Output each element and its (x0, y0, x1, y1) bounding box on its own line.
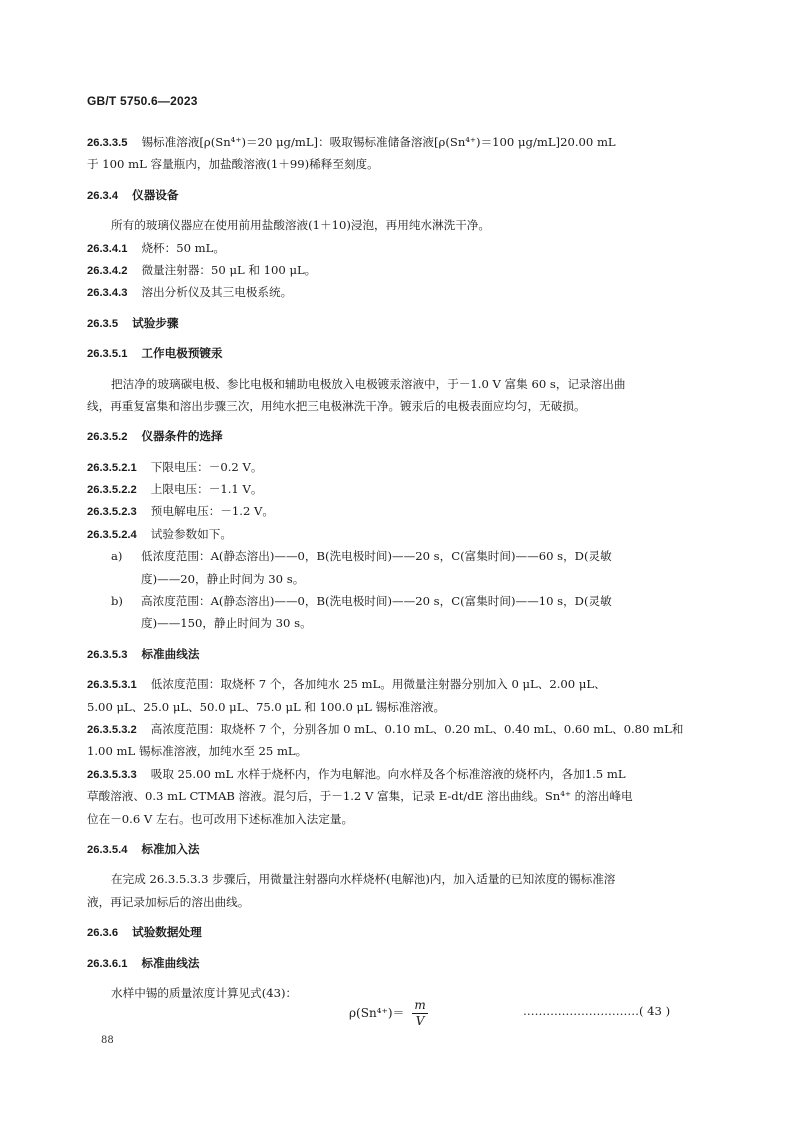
section-heading (87, 952, 707, 974)
continuation-line: 草酸溶液、0.3 mL CTMAB 溶液。混匀后，于－1.2 V 富集，记录 E-dt/dE 溶出曲线。Sn⁴⁺ 的溶出峰电 (87, 789, 633, 804)
clause-number: 26.3.6.1 (87, 957, 128, 970)
paragraph: 把洁净的玻璃碳电极、参比电极和辅助电极放入电极镀汞溶液中，于－1.0 V 富集 60 s，记录溶出曲 (111, 376, 626, 391)
section-title: 仪器设备 (132, 188, 179, 202)
numbered-clause (87, 500, 707, 522)
spacer (87, 974, 707, 982)
section-heading (87, 342, 707, 364)
section-title: 试验步骤 (132, 316, 179, 330)
continuation-line: 线，再重复富集和溶出步骤三次，用纯水把三电极淋洗干净。镀汞后的电极表面应均匀，无破损。 (87, 398, 586, 413)
clause-text: 高浓度范围：取烧杯 7 个，分别各加 0 mL、0.10 mL、0.20 mL、0.40 mL、0.60 mL、0.80 mL和 (150, 721, 684, 736)
spacer (87, 448, 707, 456)
clause-number: 26.3.5.2 (87, 431, 128, 444)
clause-text: 吸取 25.00 mL 水样于烧杯内，作为电解池。向水样及各个标准溶液的烧杯内，各加1.5 mL (150, 766, 626, 781)
clause-number: 26.3.3.5 (87, 137, 128, 149)
page-number: 88 (101, 1035, 114, 1046)
continuation-line: 液，再记录加标后的溶出曲线。 (87, 894, 250, 909)
section-heading (87, 921, 707, 943)
clause-number: 26.3.5 (87, 317, 119, 330)
spacer (87, 860, 707, 868)
numbered-clause (87, 673, 707, 695)
spacer (87, 913, 707, 921)
list-item-text: 高浓度范围：A(静态溶出)——0，B(洗电极时间)——20 s，C(富集时间)——10 s，D(灵敏 (141, 594, 612, 609)
section-title: 仪器条件的选择 (141, 430, 223, 444)
section-heading (87, 425, 707, 447)
clause-number: 26.3.5.4 (87, 843, 128, 856)
spacer (87, 417, 707, 425)
list-item (87, 590, 707, 612)
numbered-clause (87, 131, 707, 153)
continuation-line: 1.00 mL 锡标准溶液，加纯水至 25 mL。 (87, 744, 308, 759)
spacer (87, 665, 707, 673)
list-item-continuation: 度)——20，静止时间为 30 s。 (141, 571, 305, 586)
numbered-clause (87, 478, 707, 500)
list-item-text: 低浓度范围：A(静态溶出)——0，B(洗电极时间)——20 s，C(富集时间)——60 s，D(灵敏 (141, 549, 612, 564)
formula-43 (349, 998, 428, 1029)
numbered-clause (87, 259, 707, 281)
section-heading (87, 838, 707, 860)
numbered-clause (87, 237, 707, 259)
clause-number: 26.3.5.3.1 (87, 679, 137, 692)
continuation-line: 位在－0.6 V 左右。也可改用下述标准加入法定量。 (87, 811, 354, 826)
continuation-line: 于 100 mL 容量瓶内，加盐酸溶液(1＋99)稀释至刻度。 (87, 157, 379, 172)
section-title: 工作电极预镀汞 (141, 347, 223, 361)
paragraph: 水样中锡的质量浓度计算见式(43)： (111, 985, 298, 1000)
clause-text: 上限电压：－1.1 V。 (150, 482, 263, 497)
clause-text: 烧杯：50 mL。 (141, 240, 225, 255)
clause-number: 26.3.5.2.4 (87, 528, 137, 541)
section-heading (87, 312, 707, 334)
clause-text: 试验参数如下。 (150, 526, 232, 541)
paragraph: 在完成 26.3.5.3.3 步骤后，用微量注射器向水样烧杯(电解池)内，加入适量的已知浓度的锡标准溶 (111, 872, 616, 887)
numbered-clause (87, 718, 707, 740)
clause-number: 26.3.5.3 (87, 648, 128, 661)
numbered-clause (87, 763, 707, 785)
formula-lhs: ρ(Sn⁴⁺)＝ (349, 1006, 405, 1020)
list-marker: b) (111, 594, 123, 609)
list-item (87, 545, 707, 567)
clause-text: 微量注射器：50 μL 和 100 μL。 (141, 262, 317, 277)
formula-denominator: V (415, 1014, 425, 1028)
clause-number: 26.3.4.3 (87, 287, 128, 300)
section-title: 标准加入法 (141, 842, 200, 856)
equation-number: …………………………( 43 ) (523, 1004, 671, 1018)
spacer (87, 635, 707, 643)
spacer (87, 830, 707, 838)
spacer (87, 304, 707, 312)
clause-number: 26.3.4.1 (87, 242, 128, 255)
clause-number: 26.3.5.2.1 (87, 461, 137, 474)
section-heading (87, 643, 707, 665)
list-marker: a) (111, 549, 123, 564)
list-item-continuation: 度)——150，静止时间为 30 s。 (141, 616, 312, 631)
clause-number: 26.3.5.2.2 (87, 484, 137, 497)
numbered-clause (87, 523, 707, 545)
formula-fraction (412, 998, 427, 1029)
section-title: 标准曲线法 (141, 647, 200, 661)
clause-number: 26.3.5.3.2 (87, 723, 137, 736)
document-id: GB/T 5750.6—2023 (87, 94, 198, 108)
document-body (87, 131, 707, 1004)
clause-number: 26.3.5.1 (87, 348, 128, 361)
section-title: 标准曲线法 (141, 956, 200, 970)
spacer (87, 365, 707, 373)
spacer (87, 206, 707, 214)
spacer (87, 944, 707, 952)
clause-number: 26.3.5.2.3 (87, 506, 137, 519)
clause-text: 溶出分析仪及其三电极系统。 (141, 285, 293, 300)
formula-numerator: m (414, 998, 426, 1012)
section-heading (87, 184, 707, 206)
section-title: 试验数据处理 (132, 926, 202, 940)
numbered-clause (87, 281, 707, 303)
numbered-clause (87, 456, 707, 478)
spacer (87, 334, 707, 342)
spacer (87, 176, 707, 184)
clause-text: 预电解电压：－1.2 V。 (150, 504, 275, 519)
continuation-line: 5.00 μL、25.0 μL、50.0 μL、75.0 μL 和 100.0 μL 锡标准溶液。 (87, 699, 446, 714)
clause-number: 26.3.4 (87, 189, 119, 202)
clause-text: 低浓度范围：取烧杯 7 个，各加纯水 25 mL。用微量注射器分别加入 0 μL、2.00 μL、 (150, 677, 606, 692)
clause-number: 26.3.4.2 (87, 264, 128, 277)
paragraph: 所有的玻璃仪器应在使用前用盐酸溶液(1＋10)浸泡，再用纯水淋洗干净。 (111, 218, 490, 233)
clause-text: 锡标准溶液[ρ(Sn⁴⁺)＝20 μg/mL]：吸取锡标准储备溶液[ρ(Sn⁴⁺)＝100 μg/mL]20.00 mL (141, 135, 616, 149)
clause-text: 下限电压：－0.2 V。 (150, 459, 263, 474)
clause-number: 26.3.5.3.3 (87, 768, 137, 781)
clause-number: 26.3.6 (87, 927, 119, 940)
